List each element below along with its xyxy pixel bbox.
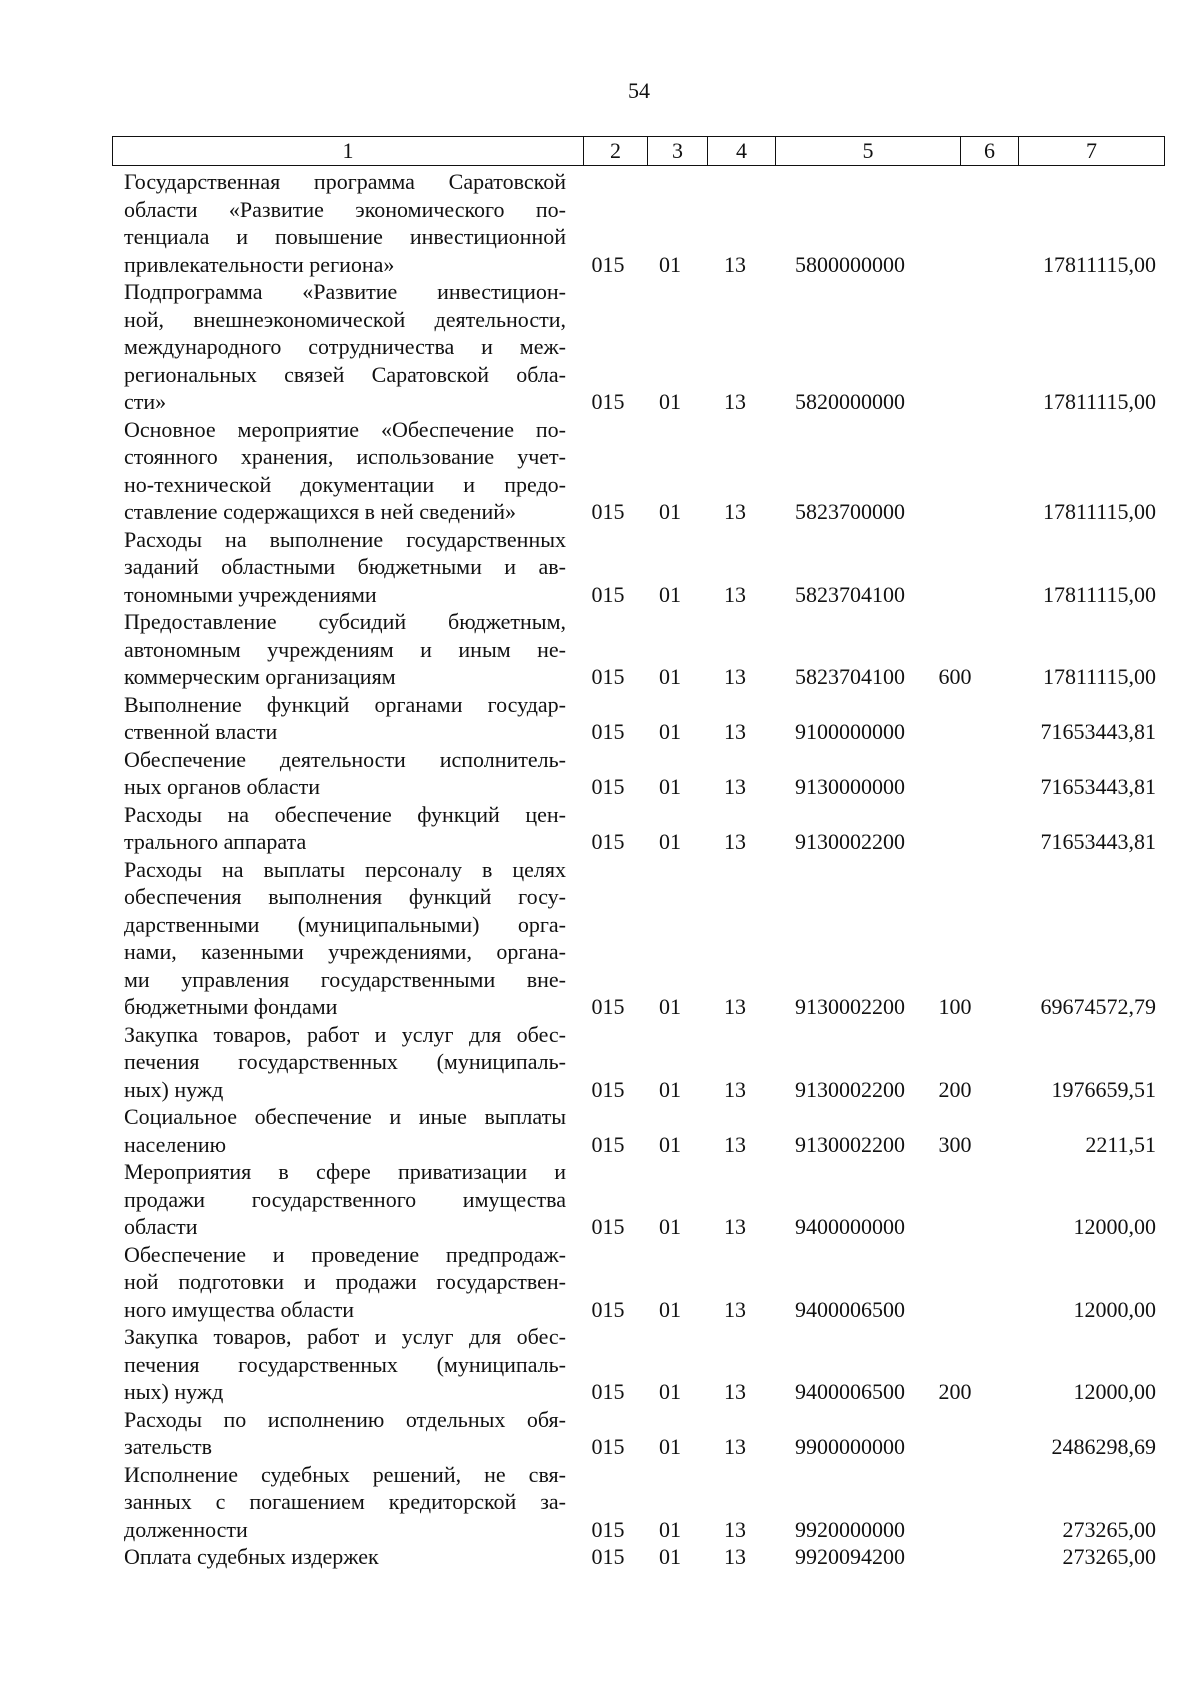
cell-col-2: 015	[591, 1516, 625, 1542]
cell-col-5: 5823704100	[795, 664, 905, 689]
cell-col-7: 2486298,69	[1051, 1434, 1156, 1459]
cell-col-5: 5820000000	[795, 389, 905, 414]
cell-col-4: 13	[724, 1379, 746, 1404]
cell-col-5: 9130002200	[795, 994, 905, 1019]
table-row	[0, 1406, 1200, 1461]
row-description	[124, 801, 566, 856]
row-description-line: Закупка товаров, работ и услуг для обес-	[124, 1324, 566, 1349]
row-description	[124, 1406, 566, 1461]
cell-col-7: 17811115,00	[1042, 664, 1156, 689]
cell-col-7: 2211,51	[1085, 1131, 1156, 1157]
cell-col-5: 9920094200	[795, 1544, 905, 1569]
row-description-line: международного сотрудничества и меж-	[124, 334, 566, 359]
cell-col-5: 9100000000	[795, 719, 905, 744]
header-col-1: 1	[113, 137, 584, 166]
header-col-7: 7	[1019, 137, 1165, 166]
row-description	[124, 1103, 566, 1158]
cell-col-4: 13	[724, 774, 746, 799]
cell-col-3: 01	[659, 829, 681, 854]
row-description-line: бюджетными фондами	[124, 994, 338, 1019]
cell-col-2: 015	[591, 994, 625, 1019]
cell-col-3: 01	[659, 1296, 681, 1322]
table-row	[0, 691, 1200, 746]
row-description-line: области	[124, 1214, 198, 1239]
row-description-line: Обеспечение и проведение предпродаж-	[124, 1241, 566, 1267]
row-description	[124, 746, 566, 801]
row-description	[124, 1021, 566, 1104]
row-description-line: ных) нужд	[124, 1379, 224, 1404]
row-description-line: Оплата судебных издержек	[124, 1544, 379, 1569]
cell-col-4: 13	[724, 1544, 746, 1569]
table-row	[0, 1103, 1200, 1158]
row-description-line: ной, внешнеэкономической деятельности,	[124, 306, 566, 332]
cell-col-2: 015	[591, 719, 625, 744]
cell-col-3: 01	[659, 1214, 681, 1239]
cell-col-2: 015	[591, 1076, 625, 1102]
cell-col-5: 9900000000	[795, 1434, 905, 1459]
row-description-line: сти»	[124, 389, 167, 414]
cell-col-7: 17811115,00	[1042, 389, 1156, 414]
row-description-line: населению	[124, 1131, 227, 1157]
row-description-line: Обеспечение деятельности исполнитель-	[124, 746, 566, 772]
cell-col-7: 71653443,81	[1040, 719, 1156, 744]
cell-col-6: 200	[938, 1379, 972, 1404]
row-description	[124, 1323, 566, 1406]
cell-col-5: 9400000000	[795, 1214, 905, 1239]
cell-col-5: 5800000000	[795, 251, 905, 277]
cell-col-2: 015	[591, 829, 625, 854]
row-description-line: коммерческим организациям	[124, 664, 396, 689]
cell-col-2: 015	[591, 664, 625, 689]
cell-col-2: 015	[591, 774, 625, 799]
row-description	[124, 1241, 566, 1324]
row-description-line: Основное мероприятие «Обеспечение по-	[124, 416, 566, 442]
cell-col-3: 01	[659, 994, 681, 1019]
cell-col-2: 015	[591, 389, 625, 414]
row-description	[124, 1543, 566, 1571]
row-description	[124, 1158, 566, 1241]
row-description-line: долженности	[124, 1516, 248, 1542]
cell-col-2: 015	[591, 1296, 625, 1322]
row-description-line: Расходы по исполнению отдельных обя-	[124, 1406, 566, 1432]
cell-col-2: 015	[591, 251, 625, 277]
table-row	[0, 416, 1200, 526]
cell-col-4: 13	[724, 1434, 746, 1459]
table-row	[0, 1461, 1200, 1544]
row-description-line: привлекательности региона»	[124, 251, 395, 277]
cell-col-4: 13	[724, 1296, 746, 1322]
row-description-line: ного имущества области	[124, 1296, 354, 1322]
cell-col-4: 13	[724, 581, 746, 607]
cell-col-2: 015	[591, 1379, 625, 1404]
cell-col-4: 13	[724, 1076, 746, 1102]
row-description-line: Предоставление субсидий бюджетным,	[124, 609, 566, 634]
row-description-line: ной подготовки и продажи государствен-	[124, 1269, 566, 1294]
row-description-line: Исполнение судебных решений, не свя-	[124, 1461, 566, 1487]
row-description-line: Подпрограмма «Развитие инвестицион-	[124, 279, 566, 304]
cell-col-3: 01	[659, 664, 681, 689]
row-description-line: обеспечения выполнения функций госу-	[124, 884, 566, 909]
row-description-line: печения государственных (муниципаль-	[124, 1049, 566, 1074]
row-description-line: печения государственных (муниципаль-	[124, 1351, 566, 1377]
cell-col-7: 69674572,79	[1040, 994, 1156, 1019]
cell-col-4: 13	[724, 1131, 746, 1157]
row-description-line: занных с погашением кредиторской за-	[124, 1489, 566, 1514]
row-description-line: нами, казенными учреждениями, органа-	[124, 939, 566, 964]
table-row	[0, 608, 1200, 691]
cell-col-7: 12000,00	[1073, 1379, 1156, 1404]
row-description-line: Закупка товаров, работ и услуг для обес-	[124, 1021, 566, 1047]
row-description	[124, 691, 566, 746]
cell-col-2: 015	[591, 581, 625, 607]
cell-col-7: 12000,00	[1073, 1214, 1156, 1239]
row-description-line: ставление содержащихся в ней сведений»	[124, 499, 517, 524]
table-row	[0, 168, 1200, 278]
cell-col-3: 01	[659, 774, 681, 799]
cell-col-7: 17811115,00	[1042, 499, 1156, 524]
cell-col-4: 13	[724, 389, 746, 414]
cell-col-6: 300	[938, 1131, 972, 1157]
row-description-line: Расходы на выполнение государственных	[124, 526, 566, 552]
row-description-line: тенциала и повышение инвестиционной	[124, 224, 566, 249]
table-row	[0, 1241, 1200, 1324]
cell-col-3: 01	[659, 251, 681, 277]
table-row	[0, 856, 1200, 1021]
row-description	[124, 278, 566, 416]
cell-col-6: 600	[938, 664, 972, 689]
header-col-6: 6	[961, 137, 1019, 166]
cell-col-2: 015	[591, 1131, 625, 1157]
cell-col-3: 01	[659, 1379, 681, 1404]
header-col-3: 3	[648, 137, 708, 166]
header-col-5: 5	[776, 137, 961, 166]
cell-col-5: 9400006500	[795, 1296, 905, 1322]
row-description	[124, 526, 566, 609]
row-description-line: тономными учреждениями	[124, 581, 377, 607]
row-description-line: заданий областными бюджетными и ав-	[124, 554, 566, 579]
row-description-line: зательств	[124, 1434, 213, 1459]
cell-col-7: 273265,00	[1062, 1544, 1156, 1569]
cell-col-4: 13	[724, 719, 746, 744]
cell-col-3: 01	[659, 581, 681, 607]
cell-col-5: 9130002200	[795, 829, 905, 854]
row-description-line: ственной власти	[124, 719, 278, 744]
row-description-line: стоянного хранения, использование учет-	[124, 444, 566, 469]
cell-col-7: 71653443,81	[1040, 829, 1156, 854]
row-description-line: области «Развитие экономического по-	[124, 196, 566, 222]
cell-col-6: 100	[938, 994, 972, 1019]
row-description-line: Социальное обеспечение и иные выплаты	[124, 1104, 566, 1129]
page-number: 54	[628, 78, 650, 103]
header-col-4: 4	[708, 137, 776, 166]
header-col-2: 2	[584, 137, 648, 166]
table-header	[112, 136, 1165, 166]
cell-col-5: 5823700000	[795, 499, 905, 524]
table-row	[0, 1158, 1200, 1241]
cell-col-5: 9130000000	[795, 774, 905, 799]
cell-col-2: 015	[591, 1544, 625, 1569]
table-row	[0, 278, 1200, 416]
cell-col-4: 13	[724, 499, 746, 524]
cell-col-7: 1976659,51	[1051, 1076, 1156, 1102]
row-description-line: Выполнение функций органами государ-	[124, 691, 566, 717]
row-description-line: трального аппарата	[124, 829, 307, 854]
row-description-line: ных) нужд	[124, 1076, 224, 1102]
row-description	[124, 856, 566, 1021]
cell-col-2: 015	[591, 1434, 625, 1459]
row-description-line: ных органов области	[124, 774, 321, 799]
cell-col-5: 9920000000	[795, 1516, 905, 1542]
row-description-line: Расходы на обеспечение функций цен-	[124, 801, 566, 827]
row-description-line: региональных связей Саратовской обла-	[124, 361, 566, 387]
cell-col-4: 13	[724, 1214, 746, 1239]
row-description-line: автономным учреждениям и иным не-	[124, 636, 566, 662]
table-row	[0, 746, 1200, 801]
cell-col-6: 200	[938, 1076, 972, 1102]
table-row	[0, 1021, 1200, 1104]
cell-col-3: 01	[659, 1076, 681, 1102]
row-description	[124, 608, 566, 691]
row-description	[124, 416, 566, 526]
row-description	[124, 1461, 566, 1544]
table-row	[0, 1323, 1200, 1406]
cell-col-3: 01	[659, 719, 681, 744]
cell-col-4: 13	[724, 1516, 746, 1542]
row-description-line: Государственная программа Саратовской	[124, 169, 566, 194]
cell-col-7: 273265,00	[1062, 1516, 1156, 1542]
row-description	[124, 168, 566, 278]
cell-col-2: 015	[591, 1214, 625, 1239]
row-description-line: но-технической документации и предо-	[124, 471, 566, 497]
cell-col-3: 01	[659, 389, 681, 414]
row-description-line: Мероприятия в сфере приватизации и	[124, 1159, 566, 1184]
cell-col-3: 01	[659, 1131, 681, 1157]
cell-col-5: 9130002200	[795, 1131, 905, 1157]
cell-col-7: 17811115,00	[1042, 251, 1156, 277]
cell-col-3: 01	[659, 499, 681, 524]
table-body	[0, 168, 1200, 1571]
row-description-line: продажи государственного имущества	[124, 1186, 566, 1212]
cell-col-7: 71653443,81	[1040, 774, 1156, 799]
row-description-line: ми управления государственными вне-	[124, 966, 566, 992]
cell-col-2: 015	[591, 499, 625, 524]
cell-col-4: 13	[724, 994, 746, 1019]
cell-col-3: 01	[659, 1544, 681, 1569]
cell-col-7: 17811115,00	[1042, 581, 1156, 607]
cell-col-4: 13	[724, 664, 746, 689]
cell-col-4: 13	[724, 829, 746, 854]
cell-col-3: 01	[659, 1516, 681, 1542]
cell-col-5: 5823704100	[795, 581, 905, 607]
cell-col-3: 01	[659, 1434, 681, 1459]
table-row	[0, 801, 1200, 856]
cell-col-7: 12000,00	[1073, 1296, 1156, 1322]
cell-col-4: 13	[724, 251, 746, 277]
table-row	[0, 1543, 1200, 1571]
row-description-line: дарственными (муниципальными) орга-	[124, 911, 566, 937]
cell-col-5: 9400006500	[795, 1379, 905, 1404]
row-description-line: Расходы на выплаты персоналу в целях	[124, 856, 566, 882]
cell-col-5: 9130002200	[795, 1076, 905, 1102]
table-row	[0, 526, 1200, 609]
